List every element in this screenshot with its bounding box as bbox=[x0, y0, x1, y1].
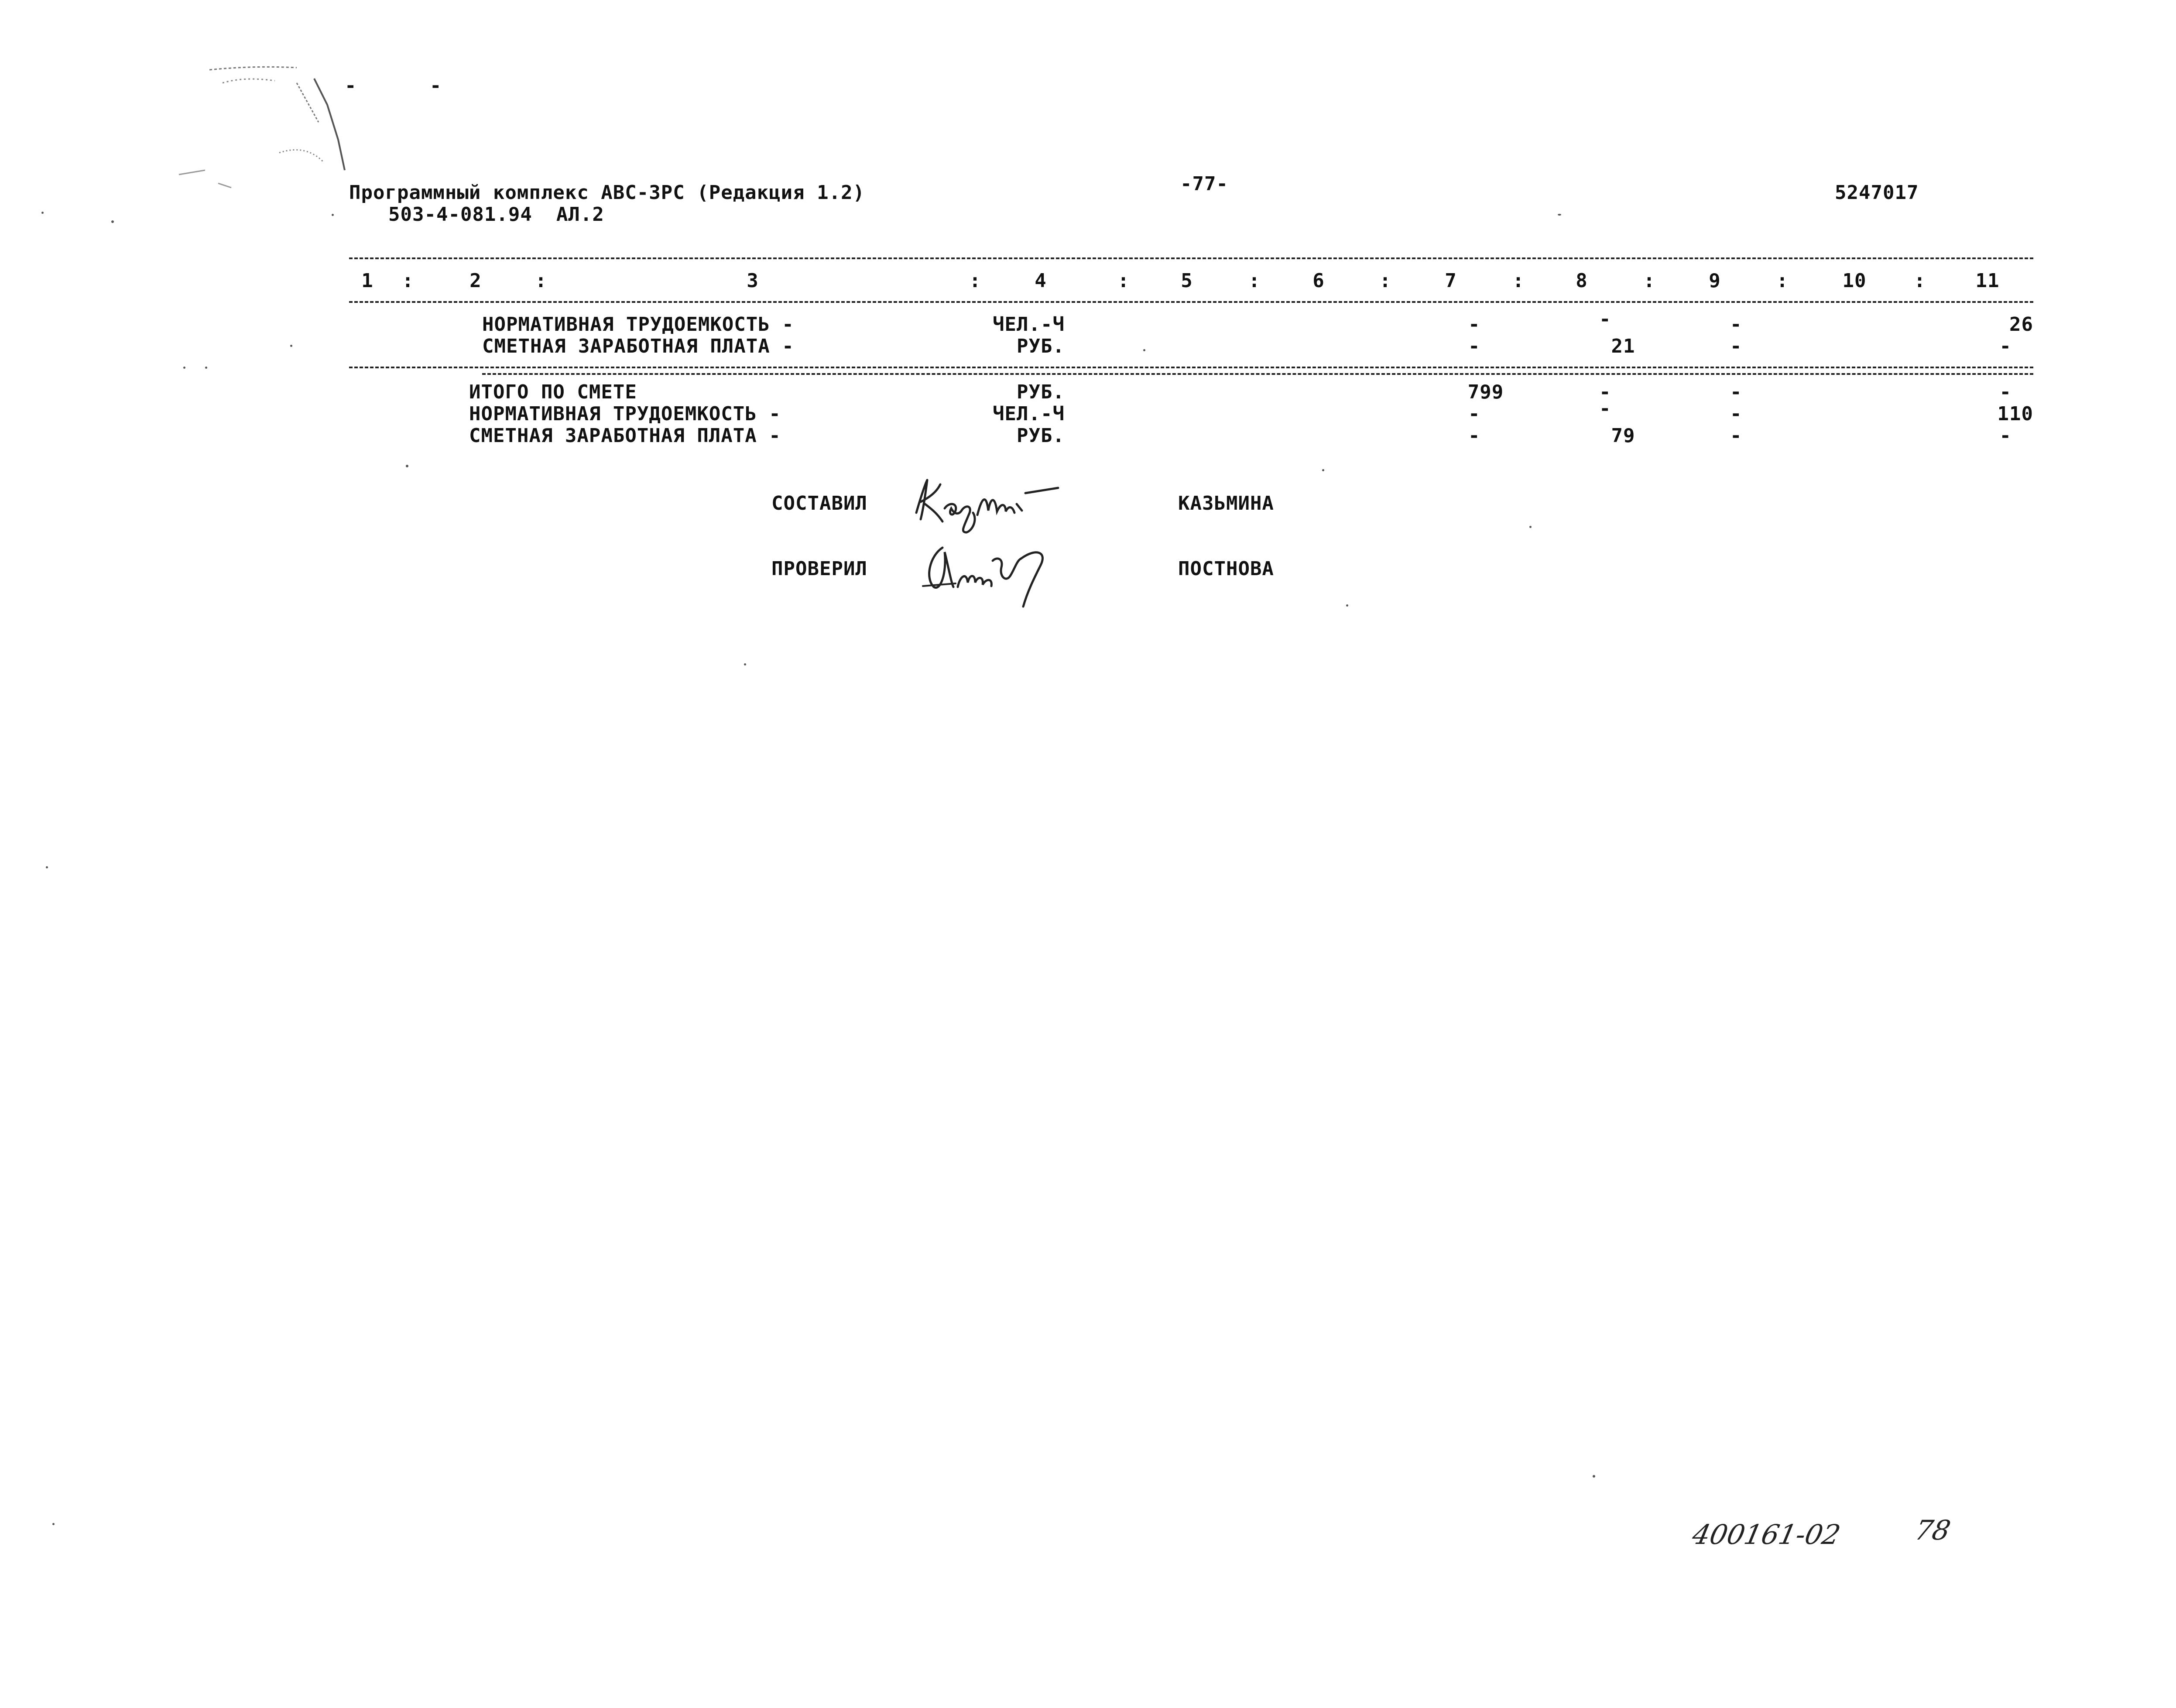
cell-col11: 110 bbox=[1997, 403, 2033, 425]
cell-col8: - bbox=[1599, 308, 1611, 330]
program-title: Программный комплекс АВС-ЗРС (Редакция 1.2) bbox=[349, 182, 865, 204]
cell-col7: - bbox=[1468, 425, 1480, 447]
cell-col11: 26 bbox=[2009, 313, 2033, 336]
compiled-by-label: СОСТАВИЛ bbox=[771, 492, 867, 514]
row-unit: РУБ. bbox=[1017, 425, 1065, 447]
compiled-by-name: КАЗЬМИНА bbox=[1178, 492, 1274, 514]
cell-col8: - bbox=[1599, 381, 1611, 403]
document-number: 5247017 bbox=[1835, 182, 1919, 204]
cell-col9: - bbox=[1730, 403, 1742, 425]
col-header-2: 2 bbox=[469, 270, 482, 292]
compiled-signature bbox=[908, 471, 1065, 537]
row-label: НОРМАТИВНАЯ ТРУДОЕМКОСТЬ - bbox=[469, 403, 781, 425]
handwritten-code: 400161-02 bbox=[1689, 1519, 1844, 1550]
project-code: 503-4-081.94 АЛ.2 bbox=[388, 203, 604, 226]
cell-col8: 21 bbox=[1611, 335, 1635, 357]
cell-col9: - bbox=[1730, 425, 1742, 447]
row-unit: РУБ. bbox=[1017, 335, 1065, 357]
col-separator: : bbox=[1379, 270, 1391, 292]
table-top-rule bbox=[349, 257, 2033, 259]
cell-col7: - bbox=[1468, 335, 1480, 357]
row-unit: ЧЕЛ.-Ч bbox=[993, 313, 1065, 336]
col-header-3: 3 bbox=[747, 270, 759, 292]
cell-col11: - bbox=[1999, 425, 2012, 447]
section-rule bbox=[349, 367, 2033, 368]
col-header-10: 10 bbox=[1842, 270, 1867, 292]
totals-label: ИТОГО ПО СМЕТЕ bbox=[469, 381, 637, 403]
header-dash-1: - bbox=[345, 75, 357, 97]
col-separator: : bbox=[1117, 270, 1130, 292]
col-separator: : bbox=[1512, 270, 1525, 292]
header-dash-2: - bbox=[430, 75, 442, 97]
col-separator: : bbox=[535, 270, 547, 292]
cell-col7: - bbox=[1468, 313, 1480, 336]
section-rule-short bbox=[482, 373, 2033, 375]
col-header-5: 5 bbox=[1181, 270, 1193, 292]
col-header-8: 8 bbox=[1576, 270, 1588, 292]
col-header-4: 4 bbox=[1035, 270, 1047, 292]
table-header-rule bbox=[349, 301, 2033, 303]
row-label: СМЕТНАЯ ЗАРАБОТНАЯ ПЛАТА - bbox=[482, 335, 794, 357]
cell-col8: 79 bbox=[1611, 425, 1635, 447]
row-unit: ЧЕЛ.-Ч bbox=[993, 403, 1065, 425]
col-separator: : bbox=[1914, 270, 1926, 292]
col-separator: : bbox=[969, 270, 981, 292]
page-number: -77- bbox=[1180, 173, 1228, 195]
col-header-1: 1 bbox=[361, 270, 374, 292]
cell-col9: - bbox=[1730, 313, 1742, 336]
row-unit: РУБ. bbox=[1017, 381, 1065, 403]
cell-col8: - bbox=[1599, 398, 1611, 420]
row-label: СМЕТНАЯ ЗАРАБОТНАЯ ПЛАТА - bbox=[469, 425, 781, 447]
col-separator: : bbox=[1643, 270, 1655, 292]
col-header-9: 9 bbox=[1709, 270, 1721, 292]
handwritten-page: 78 bbox=[1912, 1514, 1953, 1546]
checked-signature bbox=[916, 535, 1065, 609]
row-label: НОРМАТИВНАЯ ТРУДОЕМКОСТЬ - bbox=[482, 313, 794, 336]
cell-col9: - bbox=[1730, 381, 1742, 403]
cell-col7: 799 bbox=[1467, 381, 1504, 403]
cell-col11: - bbox=[1999, 335, 2012, 357]
col-header-7: 7 bbox=[1445, 270, 1457, 292]
col-header-6: 6 bbox=[1312, 270, 1325, 292]
cell-col7: - bbox=[1468, 403, 1480, 425]
cell-col9: - bbox=[1730, 335, 1742, 357]
checked-by-label: ПРОВЕРИЛ bbox=[771, 558, 867, 580]
col-header-11: 11 bbox=[1975, 270, 2000, 292]
checked-by-name: ПОСТНОВА bbox=[1178, 558, 1274, 580]
col-separator: : bbox=[1248, 270, 1261, 292]
col-separator: : bbox=[1776, 270, 1789, 292]
cell-col11: - bbox=[1999, 381, 2012, 403]
col-separator: : bbox=[402, 270, 414, 292]
